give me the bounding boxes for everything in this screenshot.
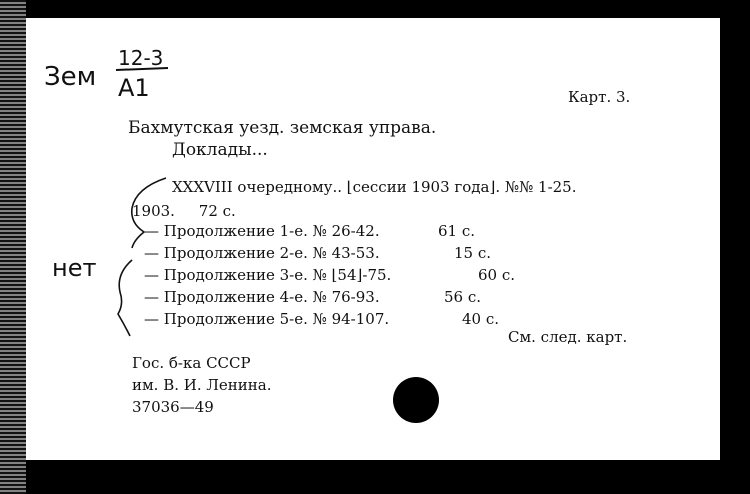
shelfmark-top: 12-3	[118, 46, 164, 70]
card-number: Карт. 3.	[568, 88, 631, 106]
library-line-2: им. В. И. Ленина.	[132, 376, 272, 394]
continuation-2-label: — Продолжение 2-е. № 43-53.	[144, 244, 380, 262]
library-line-3: 37036—49	[132, 398, 214, 416]
continuation-5-pages: 40 с.	[462, 310, 500, 328]
continuation-5-label: — Продолжение 5-е. № 94-107.	[144, 310, 390, 328]
punch-hole	[393, 377, 439, 423]
continuation-3-pages: 60 с.	[478, 266, 516, 284]
first-entry-continuation: 1903. 72 с.	[132, 202, 236, 220]
subheading: Доклады...	[172, 140, 268, 160]
continuation-3-label: — Продолжение 3-е. № ⌊54⌋-75.	[144, 266, 392, 284]
card-edge-strip	[0, 0, 26, 494]
continuation-4-pages: 56 с.	[444, 288, 482, 306]
continuation-2-pages: 15 с.	[454, 244, 492, 262]
catalog-card	[26, 18, 720, 460]
shelfmark-bottom: А1	[118, 74, 150, 102]
shelfmark-prefix: Зем	[44, 62, 97, 92]
continuation-1-pages: 61 с.	[438, 222, 476, 240]
continuation-4-label: — Продолжение 4-е. № 76-93.	[144, 288, 380, 306]
continuation-1-label: — Продолжение 1-е. № 26-42.	[144, 222, 380, 240]
library-line-1: Гос. б-ка СССР	[132, 354, 251, 372]
see-next-card: См. след. карт.	[508, 328, 628, 346]
margin-note: нет	[52, 254, 97, 282]
heading: Бахмутская уезд. земская управа.	[128, 118, 437, 138]
first-entry: XXXVIII очередному.. ⌊сессии 1903 года⌋. №№ 1-25.	[172, 178, 577, 196]
